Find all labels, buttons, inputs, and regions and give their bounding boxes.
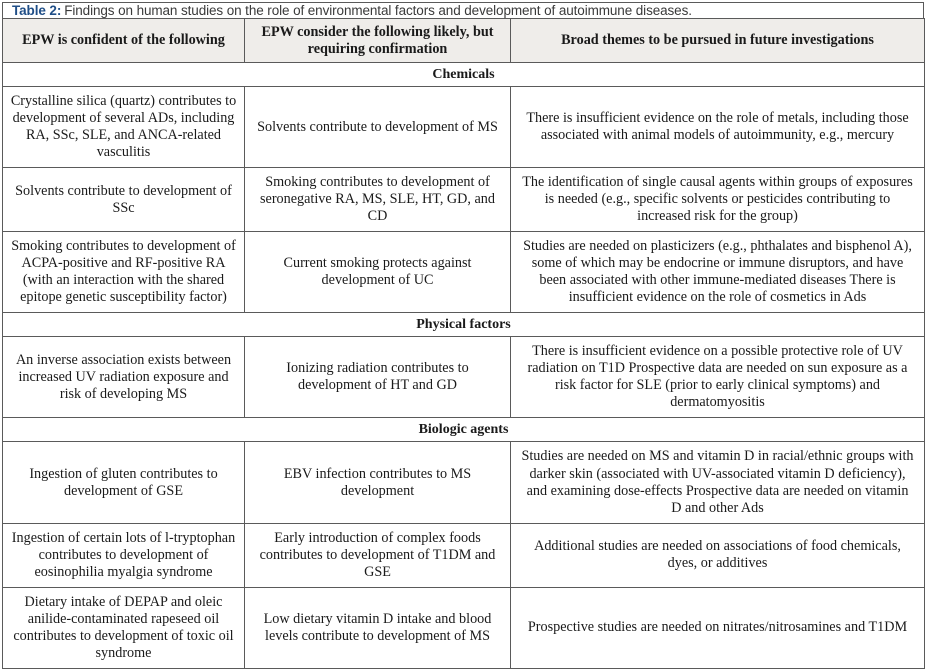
- cell-confident: Ingestion of gluten contributes to development of GSE: [3, 442, 245, 523]
- cell-themes: Prospective studies are needed on nitrates/nitrosamines and T1DM: [511, 587, 925, 668]
- cell-likely: Low dietary vitamin D intake and blood levels contribute to development of MS: [245, 587, 511, 668]
- section-title: Physical factors: [3, 313, 925, 337]
- table-row: [3, 523, 925, 587]
- cell-likely: Smoking contributes to development of seronegative RA, MS, SLE, HT, GD, and CD: [245, 168, 511, 232]
- cell-confident: Ingestion of certain lots of l-tryptophan contributes to development of eosinophilia myalgia syndrome: [3, 523, 245, 587]
- table-header: [3, 19, 925, 63]
- cell-themes: Studies are needed on MS and vitamin D in racial/ethnic groups with darker skin (associated with UV-associated vitamin D deficiency), and examining dose-effects Prospective data are needed on vitamin D and other Ads: [511, 442, 925, 523]
- section-title: Biologic agents: [3, 418, 925, 442]
- cell-themes: Additional studies are needed on associations of food chemicals, dyes, or additives: [511, 523, 925, 587]
- cell-confident: Solvents contribute to development of SSc: [3, 168, 245, 232]
- column-header-themes: Broad themes to be pursued in future investigations: [511, 19, 925, 63]
- caption-body: Findings on human studies on the role of environmental factors and development of autoimmune diseases.: [64, 3, 692, 18]
- section-header-row: [3, 418, 925, 442]
- cell-likely: Current smoking protects against development of UC: [245, 232, 511, 313]
- cell-likely: EBV infection contributes to MS development: [245, 442, 511, 523]
- table-row: [3, 587, 925, 668]
- cell-themes: The identification of single causal agents within groups of exposures is needed (e.g., specific solvents or pesticides contributing to increased risk for the group): [511, 168, 925, 232]
- table-row: [3, 232, 925, 313]
- column-header-confident: EPW is confident of the following: [3, 19, 245, 63]
- cell-confident: Smoking contributes to development of ACPA-positive and RF-positive RA (with an interaction with the shared epitope genetic susceptibility factor): [3, 232, 245, 313]
- findings-table: [2, 18, 925, 669]
- caption-text: [12, 3, 692, 18]
- cell-confident: An inverse association exists between increased UV radiation exposure and risk of developing MS: [3, 337, 245, 418]
- table-body: [3, 63, 925, 669]
- section-header-row: [3, 63, 925, 87]
- table-caption: [2, 2, 924, 18]
- cell-confident: Dietary intake of DEPAP and oleic anilide-contaminated rapeseed oil contributes to development of toxic oil syndrome: [3, 587, 245, 668]
- cell-likely: Solvents contribute to development of MS: [245, 87, 511, 168]
- column-header-likely: EPW consider the following likely, but requiring confirmation: [245, 19, 511, 63]
- table-row: [3, 168, 925, 232]
- section-title: Chemicals: [3, 63, 925, 87]
- caption-label: Table 2:: [12, 3, 62, 18]
- cell-themes: There is insufficient evidence on the role of metals, including those associated with animal models of autoimmunity, e.g., mercury: [511, 87, 925, 168]
- cell-themes: Studies are needed on plasticizers (e.g., phthalates and bisphenol A), some of which may be endocrine or immune disruptors, and have been associated with other immune-mediated diseases There is insufficient evidence on the role of cosmetics in Ads: [511, 232, 925, 313]
- cell-likely: Early introduction of complex foods contributes to development of T1DM and GSE: [245, 523, 511, 587]
- cell-likely: Ionizing radiation contributes to development of HT and GD: [245, 337, 511, 418]
- header-row: [3, 19, 925, 63]
- section-header-row: [3, 313, 925, 337]
- cell-confident: Crystalline silica (quartz) contributes to development of several ADs, including RA, SSc, SLE, and ANCA-related vasculitis: [3, 87, 245, 168]
- cell-themes: There is insufficient evidence on a possible protective role of UV radiation on T1D Prospective data are needed on sun exposure as a risk factor for SLE (prior to early clinical symptoms) and dermatomyositis: [511, 337, 925, 418]
- table-row: [3, 337, 925, 418]
- table-row: [3, 442, 925, 523]
- table-row: [3, 87, 925, 168]
